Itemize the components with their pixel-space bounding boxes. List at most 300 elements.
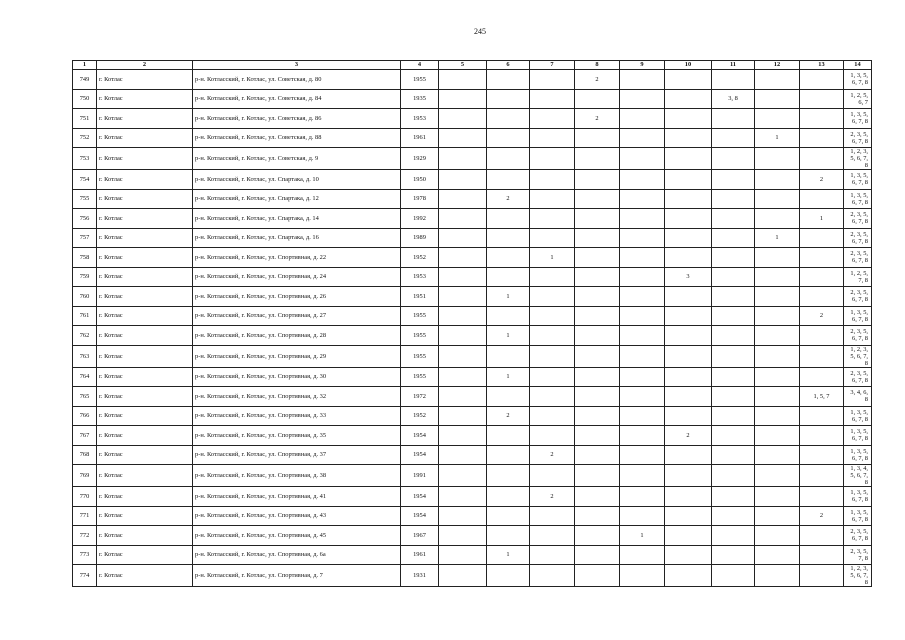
col13-cell bbox=[800, 228, 844, 248]
year-cell: 1950 bbox=[401, 170, 439, 190]
col14-cell: 2, 3, 5, 6, 7, 8 bbox=[844, 209, 872, 229]
col7-cell bbox=[530, 426, 575, 446]
col8-cell bbox=[575, 209, 620, 229]
address-cell: р-н. Котласский, г. Котлас, ул. Советская, д. 86 bbox=[193, 109, 401, 129]
settlement-cell: г. Котлас bbox=[97, 248, 193, 268]
col14-cell: 2, 3, 5, 6, 7, 8 bbox=[844, 326, 872, 346]
table-row bbox=[73, 248, 872, 268]
table-row bbox=[73, 526, 872, 546]
col11-cell: 3, 8 bbox=[712, 89, 755, 109]
col7-cell: 2 bbox=[530, 487, 575, 507]
col14-cell: 2, 3, 5, 6, 7, 8 bbox=[844, 128, 872, 148]
col8-cell bbox=[575, 487, 620, 507]
col5-cell bbox=[439, 109, 487, 129]
address-cell: р-н. Котласский, г. Котлас, ул. Спортивная, д. 43 bbox=[193, 506, 401, 526]
row-number: 762 bbox=[73, 326, 97, 346]
col7-cell bbox=[530, 506, 575, 526]
col14-cell: 3, 4, 6, 8 bbox=[844, 387, 872, 407]
col10-cell bbox=[665, 287, 712, 307]
address-cell: р-н. Котласский, г. Котлас, ул. Спортивная, д. 27 bbox=[193, 306, 401, 326]
year-cell: 1951 bbox=[401, 287, 439, 307]
year-cell: 1954 bbox=[401, 487, 439, 507]
table-row bbox=[73, 367, 872, 387]
settlement-cell: г. Котлас bbox=[97, 228, 193, 248]
col14-cell: 1, 3, 5, 6, 7, 8 bbox=[844, 189, 872, 209]
col11-cell bbox=[712, 345, 755, 367]
settlement-cell: г. Котлас bbox=[97, 326, 193, 346]
col9-cell bbox=[620, 209, 665, 229]
col8-cell bbox=[575, 465, 620, 487]
col14-cell: 1, 3, 5, 6, 7, 8 bbox=[844, 445, 872, 465]
col9-cell bbox=[620, 287, 665, 307]
col12-cell bbox=[755, 267, 800, 287]
col6-cell bbox=[487, 387, 530, 407]
year-cell: 1935 bbox=[401, 89, 439, 109]
col8-cell bbox=[575, 287, 620, 307]
col9-cell bbox=[620, 345, 665, 367]
col8-cell bbox=[575, 387, 620, 407]
col6-cell bbox=[487, 445, 530, 465]
address-cell: р-н. Котласский, г. Котлас, ул. Советская, д. 88 bbox=[193, 128, 401, 148]
table-row bbox=[73, 545, 872, 565]
col6-cell bbox=[487, 506, 530, 526]
table-row bbox=[73, 345, 872, 367]
year-cell: 1954 bbox=[401, 506, 439, 526]
settlement-cell: г. Котлас bbox=[97, 148, 193, 170]
table-row bbox=[73, 426, 872, 446]
col5-cell bbox=[439, 267, 487, 287]
col6-cell: 2 bbox=[487, 189, 530, 209]
col11-cell bbox=[712, 209, 755, 229]
settlement-cell: г. Котлас bbox=[97, 287, 193, 307]
year-cell: 1955 bbox=[401, 367, 439, 387]
table-row bbox=[73, 287, 872, 307]
settlement-cell: г. Котлас bbox=[97, 89, 193, 109]
col10-cell bbox=[665, 487, 712, 507]
col7-cell: 2 bbox=[530, 445, 575, 465]
col6-cell bbox=[487, 109, 530, 129]
col5-cell bbox=[439, 445, 487, 465]
row-number: 753 bbox=[73, 148, 97, 170]
col14-cell: 1, 3, 5, 6, 7, 8 bbox=[844, 506, 872, 526]
col14-cell: 1, 2, 3, 5, 6, 7, 8 bbox=[844, 148, 872, 170]
table-row bbox=[73, 170, 872, 190]
col14-cell: 1, 3, 5, 6, 7, 8 bbox=[844, 487, 872, 507]
col5-cell bbox=[439, 70, 487, 90]
col7-cell bbox=[530, 345, 575, 367]
row-number: 759 bbox=[73, 267, 97, 287]
col11-cell bbox=[712, 406, 755, 426]
col10-cell bbox=[665, 306, 712, 326]
year-cell: 1952 bbox=[401, 248, 439, 268]
col9-cell bbox=[620, 189, 665, 209]
col9-cell bbox=[620, 565, 665, 587]
col8-cell bbox=[575, 445, 620, 465]
settlement-cell: г. Котлас bbox=[97, 345, 193, 367]
settlement-cell: г. Котлас bbox=[97, 487, 193, 507]
settlement-cell: г. Котлас bbox=[97, 465, 193, 487]
col13-cell bbox=[800, 248, 844, 268]
col11-cell bbox=[712, 426, 755, 446]
table-row bbox=[73, 89, 872, 109]
col13-cell bbox=[800, 128, 844, 148]
col8-cell: 2 bbox=[575, 109, 620, 129]
row-number: 756 bbox=[73, 209, 97, 229]
col11-cell bbox=[712, 326, 755, 346]
col11-cell bbox=[712, 148, 755, 170]
year-cell: 1952 bbox=[401, 406, 439, 426]
col11-cell bbox=[712, 267, 755, 287]
settlement-cell: г. Котлас bbox=[97, 128, 193, 148]
col6-cell: 1 bbox=[487, 545, 530, 565]
col8-cell bbox=[575, 565, 620, 587]
col7-cell bbox=[530, 209, 575, 229]
col12-cell bbox=[755, 367, 800, 387]
address-cell: р-н. Котласский, г. Котлас, ул. Спортивная, д. 6а bbox=[193, 545, 401, 565]
col14-cell: 1, 3, 5, 6, 7, 8 bbox=[844, 109, 872, 129]
address-cell: р-н. Котласский, г. Котлас, ул. Спартака, д. 14 bbox=[193, 209, 401, 229]
col11-cell bbox=[712, 70, 755, 90]
col10-cell bbox=[665, 70, 712, 90]
row-number: 757 bbox=[73, 228, 97, 248]
row-number: 765 bbox=[73, 387, 97, 407]
col14-cell: 1, 3, 5, 6, 7, 8 bbox=[844, 426, 872, 446]
col11-cell bbox=[712, 387, 755, 407]
settlement-cell: г. Котлас bbox=[97, 267, 193, 287]
address-cell: р-н. Котласский, г. Котлас, ул. Спартака, д. 12 bbox=[193, 189, 401, 209]
col12-cell bbox=[755, 545, 800, 565]
col11-cell bbox=[712, 465, 755, 487]
col7-cell bbox=[530, 406, 575, 426]
settlement-cell: г. Котлас bbox=[97, 387, 193, 407]
col5-cell bbox=[439, 170, 487, 190]
year-cell: 1961 bbox=[401, 128, 439, 148]
column-header: 7 bbox=[530, 61, 575, 70]
col8-cell bbox=[575, 189, 620, 209]
col9-cell bbox=[620, 70, 665, 90]
col5-cell bbox=[439, 387, 487, 407]
column-header: 11 bbox=[712, 61, 755, 70]
col14-cell: 2, 3, 5, 6, 7, 8 bbox=[844, 287, 872, 307]
col10-cell bbox=[665, 367, 712, 387]
column-header: 6 bbox=[487, 61, 530, 70]
table-row bbox=[73, 70, 872, 90]
col9-cell bbox=[620, 148, 665, 170]
year-cell: 1955 bbox=[401, 326, 439, 346]
col14-cell: 1, 2, 3, 5, 6, 7, 8 bbox=[844, 345, 872, 367]
settlement-cell: г. Котлас bbox=[97, 70, 193, 90]
row-number: 769 bbox=[73, 465, 97, 487]
year-cell: 1955 bbox=[401, 345, 439, 367]
row-number: 774 bbox=[73, 565, 97, 587]
address-cell: р-н. Котласский, г. Котлас, ул. Советская, д. 80 bbox=[193, 70, 401, 90]
col12-cell bbox=[755, 487, 800, 507]
col6-cell bbox=[487, 426, 530, 446]
col13-cell: 2 bbox=[800, 170, 844, 190]
year-cell: 1955 bbox=[401, 306, 439, 326]
col13-cell bbox=[800, 267, 844, 287]
col11-cell bbox=[712, 565, 755, 587]
col9-cell bbox=[620, 109, 665, 129]
settlement-cell: г. Котлас bbox=[97, 109, 193, 129]
col11-cell bbox=[712, 526, 755, 546]
col7-cell bbox=[530, 267, 575, 287]
col14-cell: 1, 2, 5, 7, 8 bbox=[844, 267, 872, 287]
col10-cell bbox=[665, 89, 712, 109]
row-number: 772 bbox=[73, 526, 97, 546]
row-number: 750 bbox=[73, 89, 97, 109]
col12-cell bbox=[755, 565, 800, 587]
col7-cell bbox=[530, 70, 575, 90]
col9-cell bbox=[620, 326, 665, 346]
table-row bbox=[73, 506, 872, 526]
settlement-cell: г. Котлас bbox=[97, 445, 193, 465]
row-number: 768 bbox=[73, 445, 97, 465]
col5-cell bbox=[439, 89, 487, 109]
col10-cell bbox=[665, 387, 712, 407]
col9-cell bbox=[620, 170, 665, 190]
col13-cell bbox=[800, 445, 844, 465]
address-cell: р-н. Котласский, г. Котлас, ул. Спортивная, д. 37 bbox=[193, 445, 401, 465]
col13-cell bbox=[800, 109, 844, 129]
col12-cell bbox=[755, 189, 800, 209]
col12-cell bbox=[755, 506, 800, 526]
year-cell: 1961 bbox=[401, 545, 439, 565]
column-header: 14 bbox=[844, 61, 872, 70]
col8-cell bbox=[575, 526, 620, 546]
col10-cell bbox=[665, 565, 712, 587]
col12-cell bbox=[755, 345, 800, 367]
col13-cell bbox=[800, 89, 844, 109]
col9-cell bbox=[620, 545, 665, 565]
col14-cell: 1, 3, 5, 6, 7, 8 bbox=[844, 170, 872, 190]
col5-cell bbox=[439, 545, 487, 565]
table-row bbox=[73, 128, 872, 148]
table-row bbox=[73, 267, 872, 287]
settlement-cell: г. Котлас bbox=[97, 565, 193, 587]
col5-cell bbox=[439, 287, 487, 307]
col10-cell bbox=[665, 445, 712, 465]
col12-cell bbox=[755, 148, 800, 170]
col7-cell bbox=[530, 228, 575, 248]
col10-cell bbox=[665, 248, 712, 268]
col5-cell bbox=[439, 565, 487, 587]
col10-cell bbox=[665, 545, 712, 565]
table-row bbox=[73, 406, 872, 426]
col12-cell bbox=[755, 465, 800, 487]
year-cell: 1978 bbox=[401, 189, 439, 209]
col6-cell: 2 bbox=[487, 406, 530, 426]
table-row bbox=[73, 228, 872, 248]
col5-cell bbox=[439, 526, 487, 546]
year-cell: 1931 bbox=[401, 565, 439, 587]
col12-cell bbox=[755, 426, 800, 446]
col13-cell bbox=[800, 70, 844, 90]
address-cell: р-н. Котласский, г. Котлас, ул. Спартака, д. 16 bbox=[193, 228, 401, 248]
col11-cell bbox=[712, 128, 755, 148]
col13-cell: 1 bbox=[800, 209, 844, 229]
col7-cell bbox=[530, 367, 575, 387]
col7-cell bbox=[530, 526, 575, 546]
col5-cell bbox=[439, 248, 487, 268]
col6-cell bbox=[487, 487, 530, 507]
address-cell: р-н. Котласский, г. Котлас, ул. Спартака, д. 10 bbox=[193, 170, 401, 190]
col11-cell bbox=[712, 487, 755, 507]
column-header: 8 bbox=[575, 61, 620, 70]
year-cell: 1992 bbox=[401, 209, 439, 229]
col10-cell bbox=[665, 345, 712, 367]
col7-cell bbox=[530, 148, 575, 170]
col8-cell bbox=[575, 267, 620, 287]
year-cell: 1972 bbox=[401, 387, 439, 407]
col6-cell bbox=[487, 526, 530, 546]
settlement-cell: г. Котлас bbox=[97, 506, 193, 526]
col10-cell bbox=[665, 209, 712, 229]
year-cell: 1929 bbox=[401, 148, 439, 170]
col11-cell bbox=[712, 189, 755, 209]
col12-cell bbox=[755, 326, 800, 346]
col6-cell bbox=[487, 209, 530, 229]
year-cell: 1989 bbox=[401, 228, 439, 248]
col7-cell bbox=[530, 545, 575, 565]
row-number: 751 bbox=[73, 109, 97, 129]
col8-cell bbox=[575, 545, 620, 565]
row-number: 754 bbox=[73, 170, 97, 190]
col10-cell bbox=[665, 228, 712, 248]
col11-cell bbox=[712, 109, 755, 129]
page-number: 245 bbox=[474, 27, 486, 36]
row-number: 755 bbox=[73, 189, 97, 209]
settlement-cell: г. Котлас bbox=[97, 545, 193, 565]
col11-cell bbox=[712, 545, 755, 565]
col14-cell: 2, 3, 5, 6, 7, 8 bbox=[844, 248, 872, 268]
settlement-cell: г. Котлас bbox=[97, 406, 193, 426]
col12-cell bbox=[755, 170, 800, 190]
table-row bbox=[73, 189, 872, 209]
col6-cell bbox=[487, 89, 530, 109]
col11-cell bbox=[712, 228, 755, 248]
row-number: 766 bbox=[73, 406, 97, 426]
col6-cell bbox=[487, 267, 530, 287]
col12-cell bbox=[755, 306, 800, 326]
col12-cell bbox=[755, 209, 800, 229]
row-number: 749 bbox=[73, 70, 97, 90]
col11-cell bbox=[712, 170, 755, 190]
col13-cell bbox=[800, 465, 844, 487]
address-cell: р-н. Котласский, г. Котлас, ул. Спортивная, д. 7 bbox=[193, 565, 401, 587]
col9-cell bbox=[620, 128, 665, 148]
col14-cell: 1, 3, 5, 6, 7, 8 bbox=[844, 306, 872, 326]
col5-cell bbox=[439, 128, 487, 148]
col6-cell bbox=[487, 345, 530, 367]
col12-cell bbox=[755, 526, 800, 546]
col7-cell bbox=[530, 170, 575, 190]
table-row bbox=[73, 387, 872, 407]
col9-cell bbox=[620, 267, 665, 287]
col8-cell bbox=[575, 148, 620, 170]
col11-cell bbox=[712, 367, 755, 387]
col13-cell: 2 bbox=[800, 506, 844, 526]
column-header: 10 bbox=[665, 61, 712, 70]
table-row bbox=[73, 109, 872, 129]
col10-cell bbox=[665, 109, 712, 129]
address-cell: р-н. Котласский, г. Котлас, ул. Спортивная, д. 24 bbox=[193, 267, 401, 287]
address-cell: р-н. Котласский, г. Котлас, ул. Спортивная, д. 28 bbox=[193, 326, 401, 346]
row-number: 758 bbox=[73, 248, 97, 268]
buildings-table bbox=[72, 60, 872, 587]
col13-cell bbox=[800, 545, 844, 565]
col7-cell bbox=[530, 287, 575, 307]
col7-cell bbox=[530, 109, 575, 129]
col7-cell bbox=[530, 306, 575, 326]
col5-cell bbox=[439, 465, 487, 487]
col10-cell bbox=[665, 526, 712, 546]
col14-cell: 1, 3, 4, 5, 6, 7, 8 bbox=[844, 465, 872, 487]
col10-cell: 3 bbox=[665, 267, 712, 287]
col7-cell bbox=[530, 128, 575, 148]
col10-cell bbox=[665, 406, 712, 426]
column-header: 9 bbox=[620, 61, 665, 70]
col8-cell bbox=[575, 89, 620, 109]
table-row bbox=[73, 487, 872, 507]
address-cell: р-н. Котласский, г. Котлас, ул. Спортивная, д. 33 bbox=[193, 406, 401, 426]
table-body bbox=[73, 70, 872, 587]
col5-cell bbox=[439, 345, 487, 367]
col11-cell bbox=[712, 445, 755, 465]
table-row bbox=[73, 445, 872, 465]
table-row bbox=[73, 465, 872, 487]
year-cell: 1991 bbox=[401, 465, 439, 487]
settlement-cell: г. Котлас bbox=[97, 170, 193, 190]
col10-cell bbox=[665, 326, 712, 346]
col5-cell bbox=[439, 189, 487, 209]
col12-cell bbox=[755, 387, 800, 407]
col8-cell bbox=[575, 367, 620, 387]
row-number: 770 bbox=[73, 487, 97, 507]
col12-cell bbox=[755, 406, 800, 426]
col10-cell bbox=[665, 506, 712, 526]
col8-cell bbox=[575, 170, 620, 190]
header-row bbox=[73, 61, 872, 70]
col5-cell bbox=[439, 406, 487, 426]
address-cell: р-н. Котласский, г. Котлас, ул. Спортивная, д. 32 bbox=[193, 387, 401, 407]
col10-cell bbox=[665, 128, 712, 148]
col13-cell bbox=[800, 287, 844, 307]
row-number: 771 bbox=[73, 506, 97, 526]
col8-cell bbox=[575, 228, 620, 248]
year-cell: 1954 bbox=[401, 426, 439, 446]
col12-cell bbox=[755, 89, 800, 109]
col9-cell bbox=[620, 228, 665, 248]
col13-cell bbox=[800, 345, 844, 367]
col8-cell bbox=[575, 128, 620, 148]
col5-cell bbox=[439, 326, 487, 346]
col13-cell bbox=[800, 189, 844, 209]
col12-cell: 1 bbox=[755, 128, 800, 148]
column-header: 3 bbox=[193, 61, 401, 70]
year-cell: 1953 bbox=[401, 267, 439, 287]
col9-cell bbox=[620, 306, 665, 326]
col5-cell bbox=[439, 487, 487, 507]
col8-cell bbox=[575, 406, 620, 426]
col11-cell bbox=[712, 287, 755, 307]
col14-cell: 1, 2, 5, 6, 7 bbox=[844, 89, 872, 109]
table-row bbox=[73, 209, 872, 229]
col13-cell bbox=[800, 426, 844, 446]
col11-cell bbox=[712, 248, 755, 268]
col8-cell bbox=[575, 326, 620, 346]
table-row bbox=[73, 148, 872, 170]
